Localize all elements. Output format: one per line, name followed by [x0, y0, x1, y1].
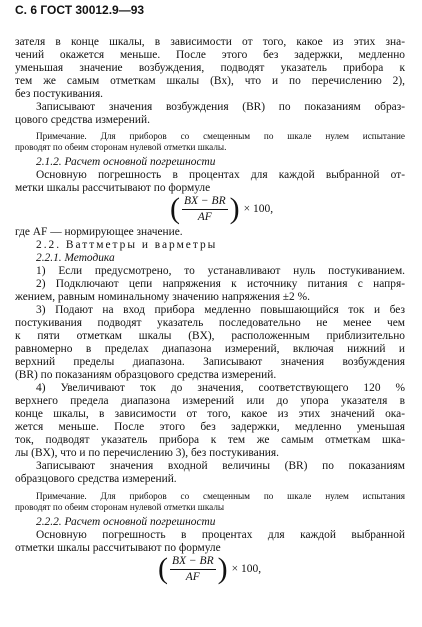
text-line: Записывают значения входной величины (BR) по показаниям — [36, 460, 405, 472]
text-line: конце шкалы, в зависимости от того, какое из этих значений ока- — [15, 408, 405, 420]
text-line: отметки шкалы рассчитывают по формуле — [15, 542, 221, 554]
text-line: 4) Увеличивают ток до значения, соответствующего 120 % — [36, 382, 405, 394]
text-line: уменьшая значение возбуждения, подводят указатель прибора к — [15, 62, 405, 74]
text-line: тем же самым отметкам шкалы (Bx), что и по перечислению 2), — [15, 75, 405, 87]
text-line: цового средства измерений. — [15, 114, 150, 126]
paren-left: ( — [170, 192, 180, 225]
fraction — [170, 555, 216, 584]
fraction-denominator: AF — [197, 210, 212, 223]
text-line: 1) Если предусмотрено, то устанавливают нуль постукиванием. — [36, 265, 405, 277]
text-line: (BR) по показаниям образцового средства измерений. — [15, 369, 277, 381]
text-line: без постукивания. — [15, 88, 104, 100]
text-line: жением, равным номинальному значению напряжения ±2 %. — [15, 291, 310, 303]
text-line: Основную погрешность в процентах для каждой выбранной — [36, 529, 405, 541]
section-heading: 2.2. Ваттметры и варметры — [36, 239, 218, 251]
paren-right: ) — [217, 552, 228, 585]
text-line: образцового средства измерений. — [15, 473, 177, 485]
text-line: метки шкалы рассчитывают по формуле — [15, 182, 211, 194]
page-header: С. 6 ГОСТ 30012.9—93 — [15, 3, 145, 17]
text-line: Записывают значения возбуждения (BR) по показаниям образ- — [36, 101, 405, 113]
text-line: к пяти отметкам шкалы (BX), расположенным приблизительно — [15, 330, 405, 342]
fraction-numerator: BX − BR — [170, 555, 216, 570]
paren-left: ( — [158, 552, 168, 585]
note-line: проводят по обеим сторонам нулевой отметки шкалы — [15, 502, 225, 512]
text-line: где AF — нормирующее значение. — [15, 226, 183, 238]
text-line: чений окажется меньше. После этого без задержки, медленно — [15, 49, 405, 61]
text-line: лы (BX), что и по перечислению 3), без постукивания. — [15, 447, 279, 459]
section-heading: 2.1.2. Расчет основной погрешности — [36, 156, 216, 168]
text-line: жется меньше. После этого без задержки, медленно уменьшая — [15, 421, 405, 433]
text-line: 2) Подключают цепи напряжения к источнику питания с напря- — [36, 278, 405, 290]
text-line: ток, подводят указатель прибора к тем же самым отметкам шка- — [15, 434, 405, 446]
fraction-denominator: AF — [185, 570, 200, 583]
note-line: проводят по обеим сторонам нулевой отметки шкалы. — [15, 142, 227, 152]
text-line: постукивания подводят указатель последовательно не менее чем — [15, 317, 405, 329]
text-line: верхний пределы диапазона. Записывают значения возбуждения — [15, 356, 405, 368]
text-line: зателя в конце шкалы, в зависимости от того, какое из этих зна- — [15, 36, 405, 48]
formula — [170, 194, 273, 224]
section-heading: 2.2.1. Методика — [36, 252, 115, 264]
note-line: Примечание. Для приборов со смещенным по шкале нулем испытание — [36, 131, 405, 141]
fraction-numerator: BX − BR — [182, 195, 228, 210]
section-heading: 2.2.2. Расчет основной погрешности — [36, 516, 216, 528]
formula-suffix: × 100, — [243, 203, 274, 215]
formula-suffix: × 100, — [231, 563, 262, 575]
text-line: равномерно в пределах диапазона измерений, включая нижний и — [15, 343, 405, 355]
text-line: Основную погрешность в процентах для каждой выбранной от- — [36, 169, 405, 181]
text-line: 3) Подают на вход прибора медленно повышающийся ток и без — [36, 304, 405, 316]
formula — [158, 554, 261, 584]
paren-right: ) — [229, 192, 240, 225]
note-line: Примечание. Для приборов со смещенным по шкале нулем испытания — [36, 491, 405, 501]
fraction — [182, 195, 228, 224]
text-line: верхнего предела диапазона измерений или до упора указателя в — [15, 395, 405, 407]
